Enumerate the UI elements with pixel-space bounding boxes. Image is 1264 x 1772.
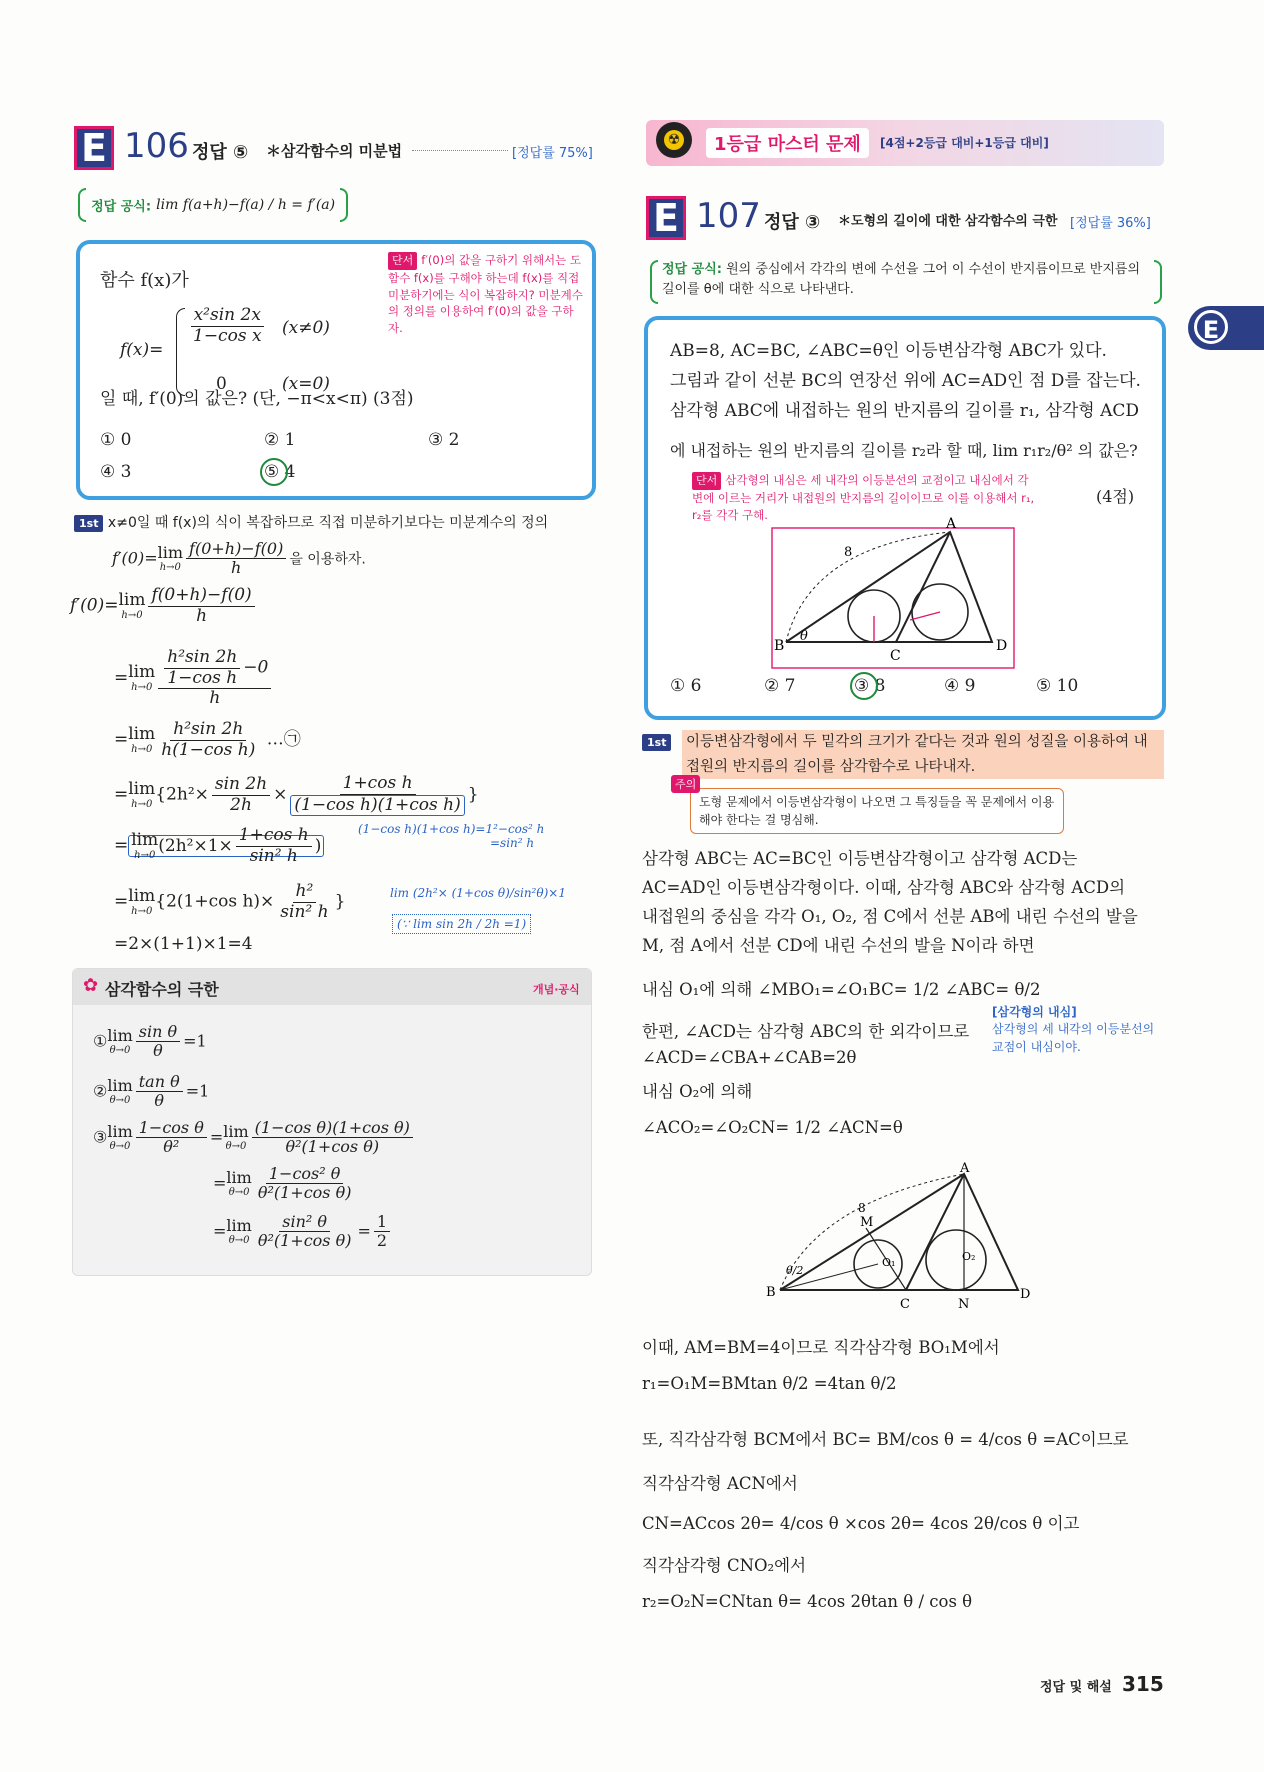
step-text2: 을 이용하자.: [289, 551, 366, 568]
fig2-label-b: B: [766, 1285, 776, 1300]
footer: [1040, 1672, 1164, 1696]
incenter-note: [992, 1004, 1162, 1056]
case2-value: 0: [216, 374, 227, 394]
choice-4[interactable]: ④ 9: [944, 676, 976, 696]
figure-107: [770, 516, 1040, 686]
step-text: x≠0일 때 f(x)의 식이 복잡하므로 직접 미분하기보다는 미분계수의 정의: [107, 515, 549, 531]
formula-label: 정답 공식:: [91, 199, 152, 215]
case1-cond: (x≠0): [282, 318, 330, 338]
concept-box: [72, 968, 592, 1276]
formula-label: 정답 공식:: [662, 262, 722, 277]
problem-number: 106: [124, 126, 189, 166]
points-label: (4점): [1096, 487, 1135, 506]
case1-frac: $\frac{\text{x²sin 2x}}{\text{1−cos x}}$: [190, 306, 265, 346]
label-d: D: [996, 638, 1008, 654]
question-intro: 함수 f(x)가: [100, 270, 189, 291]
calc-line-2: r₁=O₁M=BMtan θ/2 =4tan θ/2: [642, 1374, 897, 1393]
caution-tag: 주의: [671, 775, 700, 793]
body-line-1: 삼각형 ABC는 AC=BC인 이등변삼각형이고 삼각형 ACD는: [642, 849, 1078, 868]
answer-circle-icon: [260, 458, 288, 486]
question-line-4: 에 내접하는 원의 반지름의 길이를 r₂라 할 때, lim r₁r₂/θ² 의 값은?: [670, 441, 1138, 460]
problem-106-box: [76, 240, 596, 500]
incircle-o2: [926, 1230, 986, 1290]
choice-2[interactable]: ② 1: [264, 430, 296, 450]
acd-line-2: ∠ACD=∠CBA+∠CAB=2θ: [642, 1048, 857, 1067]
calc-line-1: 이때, AM=BM=4이므로 직각삼각형 BO₁M에서: [642, 1338, 1000, 1357]
hint-106: [388, 252, 584, 337]
step-tag: 1st: [642, 734, 671, 751]
e-badge: E: [74, 126, 114, 170]
side-note-2: lim (2h²× (1+cos θ)/sin²θ)×1: [390, 886, 566, 900]
calc-line-3: 또, 직각삼각형 BCM에서 BC= BM/cos θ = 4/cos θ =AC이므로: [642, 1430, 1129, 1449]
incenter2-eq: ∠ACO₂=∠O₂CN= 1/2 ∠ACN=θ: [642, 1118, 903, 1137]
fig2-label-a: A: [960, 1162, 970, 1176]
concept-tag: 개념·공식: [533, 983, 580, 996]
body-line-4: M, 점 A에서 선분 CD에 내린 수선의 발을 N이라 하면: [642, 936, 1035, 955]
body-line-3: 내접원의 중심을 각각 O₁, O₂, 점 C에서 선분 AB에 내린 수선의 발을: [642, 907, 1138, 926]
solution-line-2: =lim h→0 $\frac{\text{h²sin 2h}}{\text{1−cos h}}$ −0 h: [114, 648, 274, 709]
choice-4[interactable]: ④ 3: [100, 462, 132, 482]
choice-2[interactable]: ② 7: [764, 676, 796, 696]
side-tab[interactable]: [1188, 306, 1264, 350]
side-note-1: (1−cos h)(1+cos h)=1²−cos² h =sin² h: [358, 822, 545, 850]
hint-text: f′(0)의 값을 구하기 위해서는 도함수 f(x)를 구해야 하는데 f(x)를 직접 미분하기에는 식이 복잡하지? 미분계수의 정의를 이용하여 f′(0)의 값을 구하자.: [388, 253, 583, 335]
caution-box: [675, 778, 1064, 834]
master-banner: [646, 120, 1164, 166]
solution-line-4: =lim h→0 {2h²× $\frac{\sin 2h}{2h}$ × $\frac{\text{1+cos h}}{\text{(1−cos h)(1+cos h)}}$ }: [114, 773, 479, 815]
concept-item-4: =lim θ→0 $\frac{\text{1−cos² θ}}{\text{θ²(1+cos θ)}}$: [213, 1164, 352, 1203]
fig2-label-c: C: [900, 1297, 910, 1312]
incenter1-line: 내심 O₁에 의해 ∠MBO₁=∠O₁BC= 1/2 ∠ABC= θ/2: [642, 980, 1041, 999]
acd-line-1: 한편, ∠ACD는 삼각형 ABC의 한 외각이므로: [642, 1022, 970, 1041]
topic-label: ＊도형의 길이에 대한 삼각함수의 극한: [838, 214, 1058, 229]
segment-ac: [896, 532, 950, 642]
label-8: 8: [844, 545, 853, 560]
solution-line-5: = lim h→0 (2h²×1× $\frac{\text{1+cos h}}{\text{sin² h}}$ ): [114, 826, 324, 866]
choice-5[interactable]: ⑤ 4: [264, 462, 296, 482]
choice-5[interactable]: ⑤ 10: [1036, 676, 1079, 696]
hint-tag: 단서: [692, 472, 721, 490]
answer-label: 정답 ③: [764, 212, 821, 233]
fig2-label-m: M: [860, 1215, 874, 1230]
body-text: [642, 844, 1162, 960]
choice-3[interactable]: ③ 8: [854, 676, 886, 696]
label-a: A: [946, 516, 957, 532]
incenter-note-text: 삼각형의 세 내각의 이등분선의 교점이 내심이야.: [992, 1022, 1155, 1054]
rate-label: [정답률 36%]: [1070, 216, 1151, 231]
problem-number: 107: [696, 196, 761, 236]
figure-107-solution: [766, 1162, 1036, 1312]
fig2-label-half: θ/2: [786, 1264, 804, 1277]
formula-text: 원의 중심에서 각각의 변에 수선을 그어 이 수선이 반지름이므로 반지름의 길이를 θ에 대한 식으로 나타낸다.: [662, 262, 1141, 297]
radiation-icon: ☢: [664, 130, 684, 150]
calc-line-7: r₂=O₂N=CNtan θ= 4cos 2θtan θ / cos θ: [642, 1592, 973, 1611]
triangle-abd: [786, 532, 992, 642]
label-b: B: [774, 638, 785, 654]
hint-tag: 단서: [388, 252, 417, 270]
banner-title: 1등급 마스터 문제: [706, 128, 869, 158]
label-theta: θ: [800, 629, 808, 644]
case2-cond: (x=0): [282, 374, 330, 394]
choice-3[interactable]: ③ 2: [428, 430, 460, 450]
choice-1[interactable]: ① 0: [100, 430, 132, 450]
side-tab-letter: E: [1194, 310, 1228, 344]
concept-item-2: ②lim θ→0 $\frac{\text{tan θ}}{\theta}$ =1: [93, 1072, 210, 1111]
step-text: 이등변삼각형에서 두 밑각의 크기가 같다는 것과 원의 성질을 이용하여 내접원의 반지름의 길이를 삼각함수로 나타내자.: [682, 730, 1164, 779]
triangle-abd-2: [780, 1174, 1018, 1290]
solution-line-3: =lim h→0 $\frac{\text{h²sin 2h}}{\text{h(1−cos h)}}$ …㉠: [114, 719, 301, 760]
caution-text: 도형 문제에서 이등변삼각형이 나오면 그 특징들을 꼭 문제에서 이용해야 한다는 걸 명심해.: [699, 795, 1055, 827]
concept-item-3: ③lim θ→0 $\frac{\text{1−cos θ}}{\text{θ²}}$ =lim θ→0 $\frac{\text{(1−cos θ)(1+cos θ)}}{\text{θ²(1+cos θ)}}$: [93, 1119, 416, 1157]
question-line-2: 그림과 같이 선분 BC의 연장선 위에 AC=AD인 점 D를 잡는다.: [670, 371, 1141, 391]
topic-label: ＊삼각함수의 미분법: [266, 142, 403, 160]
question-ask: 일 때, f′(0)의 값은? (단, −π<x<π) (3점): [100, 389, 414, 409]
formula-text: lim f(a+h)−f(a) / h = f′(a): [156, 197, 336, 213]
fig2-label-o2: O₂: [962, 1250, 976, 1263]
step-tag: 1st: [74, 515, 103, 532]
fig2-label-8: 8: [858, 1201, 866, 1215]
formula-hint: [78, 188, 598, 224]
calc-line-4: 직각삼각형 ACN에서: [642, 1474, 798, 1493]
hint-text: 삼각형의 내심은 세 내각의 이등분선의 교점이고 내심에서 각 변에 이르는 거리가 내접원의 반지름의 길이이므로 이를 이용해서 r₁, r₂를 각각 구해.: [692, 473, 1035, 522]
concept-item-5: =lim θ→0 $\frac{\text{sin² θ}}{\text{θ²(1+cos θ)}}$ = $\frac{1}{2}$: [213, 1213, 393, 1251]
problem-107-header: [646, 196, 1166, 242]
side-note-3: (∵ lim sin 2h / 2h =1): [392, 914, 531, 934]
fig2-label-o1: O₁: [882, 1256, 896, 1269]
banner-sub: [4점+2등급 대비+1등급 대비]: [880, 136, 1049, 150]
choice-1[interactable]: ① 6: [670, 676, 702, 696]
formula-hint-107: [650, 258, 1162, 304]
question-line-3: 삼각형 ABC에 내접하는 원의 반지름의 길이를 r₁, 삼각형 ACD: [670, 401, 1140, 421]
answer-circle-icon: [850, 672, 878, 700]
concept-item-1: ①lim θ→0 $\frac{\text{sin θ}}{\theta}$ =1: [93, 1022, 207, 1061]
e-badge: E: [646, 196, 686, 240]
step1-106: [74, 512, 594, 532]
fig2-label-n: N: [958, 1297, 970, 1312]
concept-title: 삼각함수의 극한: [105, 980, 219, 999]
calc-line-5: CN=ACcos 2θ= 4/cos θ ×cos 2θ= 4cos 2θ/cos θ 이고: [642, 1514, 1080, 1533]
problem-106-header: [74, 126, 594, 172]
fx-label: f(x)=: [120, 340, 164, 360]
question-line-1: AB=8, AC=BC, ∠ABC=θ인 이등변삼각형 ABC가 있다.: [670, 341, 1107, 361]
step1-formula: f′(0)=lim h→0 $\frac{f(0+h)-f(0)}{h}$ 을 이용하자.: [112, 539, 366, 578]
calc-line-6: 직각삼각형 CNO₂에서: [642, 1556, 807, 1575]
page-number: 315: [1121, 1672, 1164, 1696]
fig2-label-d: D: [1020, 1287, 1031, 1302]
solution-line-6: =lim h→0 {2(1+cos h)× $\frac{\text{h²}}{\text{sin² h}}$ }: [114, 881, 346, 922]
incenter-note-title: [삼각형의 내심]: [992, 1005, 1077, 1019]
footer-label: 정답 및 해설: [1040, 1680, 1112, 1695]
problem-107-box: [644, 316, 1166, 720]
rate-label: [정답률 75%]: [508, 142, 593, 161]
answer-label: 정답 ⑤: [192, 142, 249, 163]
body-line-2: AC=AD인 이등변삼각형이다. 이때, 삼각형 ABC와 삼각형 ACD의: [642, 878, 1126, 897]
incenter2-line: 내심 O₂에 의해: [642, 1082, 753, 1101]
solution-line-7: =2×(1+1)×1=4: [114, 934, 253, 954]
label-c: C: [890, 648, 901, 664]
solution-line-1: f′(0)=lim h→0 $\frac{f(0+h)-f(0)}{h}$: [70, 586, 258, 626]
flower-icon: ✿: [83, 975, 99, 996]
